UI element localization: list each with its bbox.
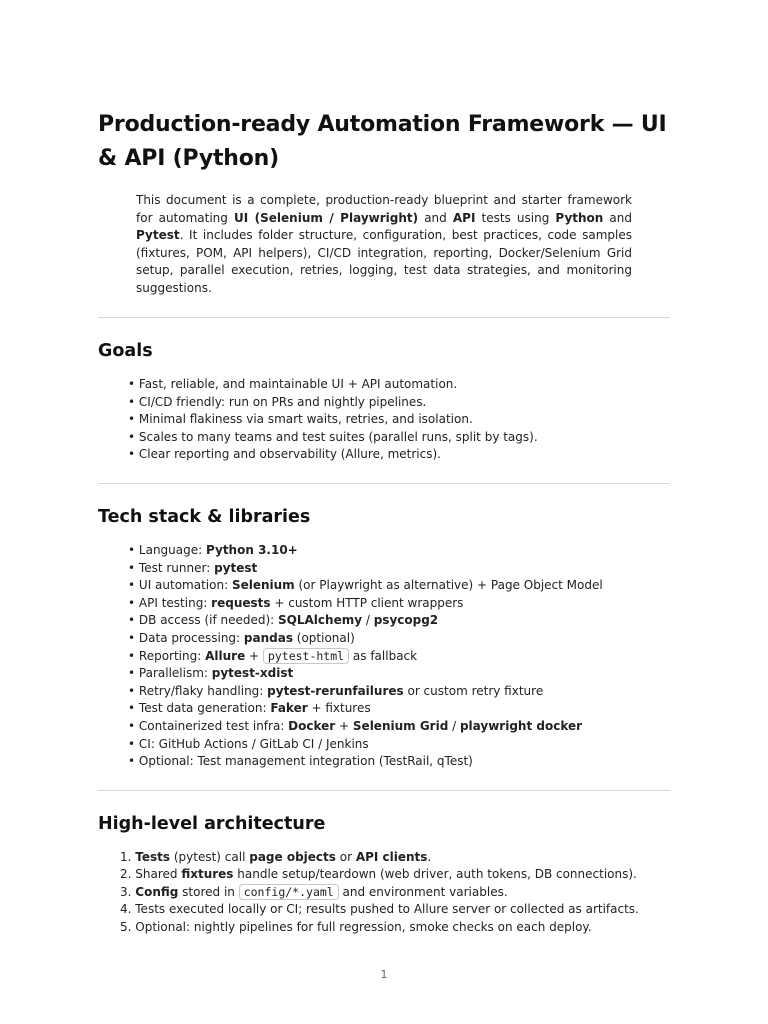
text-run: tests using [475, 210, 556, 225]
text-run: 5. Optional: nightly pipelines for full regression, smoke checks on each deploy. [120, 920, 592, 935]
list-item [98, 411, 670, 429]
list-item [98, 718, 670, 736]
text-run: Containerized test infra: [138, 718, 289, 733]
bold-text: Docker [288, 718, 336, 733]
bullet-icon: • [128, 683, 139, 698]
bold-text: Faker [270, 701, 308, 716]
bold-text: Config [135, 884, 179, 899]
text-run: API testing: [138, 595, 212, 610]
bold-text: Python [555, 210, 604, 225]
bold-text: Python 3.10+ [205, 542, 298, 557]
bold-text: page objects [249, 849, 336, 864]
bullet-icon: • [128, 595, 139, 610]
bullet-icon: • [128, 701, 139, 716]
bullet-icon: • [128, 447, 139, 462]
list-item [98, 595, 670, 613]
divider [98, 790, 670, 791]
text-run: / [362, 613, 374, 628]
text-run: Scales to many teams and test suites (parallel runs, split by tags). [138, 429, 538, 444]
bold-text: requests [211, 595, 271, 610]
list-item [98, 630, 670, 648]
inline-code: pytest-html [263, 648, 349, 664]
bold-text: pytest-xdist [211, 666, 294, 681]
text-run: Reporting: [138, 648, 206, 663]
bullet-icon: • [128, 613, 139, 628]
bold-text: pandas [243, 630, 293, 645]
list-item [98, 753, 670, 771]
list-item [98, 429, 670, 447]
text-run: (or Playwright as alternative) + Page Object Model [294, 578, 603, 593]
bold-text: SQLAlchemy [278, 613, 363, 628]
list-item [98, 648, 670, 666]
text-run: / [448, 718, 460, 733]
text-run: CI/CD friendly: run on PRs and nightly pipelines. [138, 394, 427, 409]
bold-text: Tests [135, 849, 171, 864]
divider [98, 483, 670, 484]
list-item [98, 542, 670, 560]
text-run: Retry/flaky handling: [138, 683, 268, 698]
text-run: stored in [178, 884, 239, 899]
bullet-icon: • [128, 736, 139, 751]
text-run: CI: GitHub Actions / GitLab CI / Jenkins [138, 736, 369, 751]
text-run: UI automation: [138, 578, 232, 593]
bullet-icon: • [128, 429, 139, 444]
list-item [98, 901, 670, 919]
text-run: (optional) [292, 630, 355, 645]
bold-text: fixtures [181, 867, 234, 882]
goals-heading: Goals [98, 341, 153, 361]
bold-text: Selenium Grid [352, 718, 449, 733]
bullet-icon: • [128, 666, 139, 681]
text-run: Test data generation: [138, 701, 271, 716]
text-run: . It includes folder structure, configuration, best practices, code samples (fixtures, POM, API helpers), CI/CD integration, reporting, Docker/Selenium Grid setup, parallel execution, retries, logging, test data strategies, and monitoring suggestions. [136, 228, 632, 295]
text-run: and environment variables. [338, 884, 508, 899]
bullet-icon: • [128, 630, 139, 645]
bullet-icon: • [128, 560, 139, 575]
text-run: Data processing: [138, 630, 244, 645]
text-run: (pytest) call [170, 849, 250, 864]
text-run: Fast, reliable, and maintainable UI + API automation. [138, 377, 458, 391]
text-run: and [418, 210, 453, 225]
bold-text: API [452, 210, 476, 225]
text-run: Test runner: [138, 560, 215, 575]
text-run: + custom HTTP client wrappers [270, 595, 464, 610]
list-item [98, 665, 670, 683]
text-run: or custom retry fixture [403, 683, 544, 698]
bold-text: pytest-rerunfailures [267, 683, 404, 698]
text-run: Minimal flakiness via smart waits, retries, and isolation. [138, 412, 473, 427]
bullet-icon: • [128, 578, 139, 593]
text-run: Language: [138, 542, 206, 557]
tech-stack-list [98, 542, 670, 771]
text-run: + fixtures [307, 701, 371, 716]
architecture-heading: High-level architecture [98, 813, 326, 834]
text-run: as fallback [349, 648, 418, 663]
document-page [98, 108, 670, 937]
text-run: 3. [120, 884, 136, 899]
list-item [98, 884, 670, 902]
goals-list [98, 376, 670, 464]
text-run: 4. Tests executed locally or CI; results pushed to Allure server or collected as artifacts. [120, 902, 639, 917]
list-item [98, 612, 670, 630]
list-item [98, 866, 670, 884]
list-item [98, 560, 670, 578]
inline-code: config/*.yaml [239, 884, 339, 900]
bold-text: API clients [355, 849, 428, 864]
text-run: 2. Shared [120, 867, 182, 882]
bold-text: psycopg2 [373, 613, 439, 628]
bullet-icon: • [128, 542, 139, 557]
text-run: or [335, 849, 356, 864]
text-run: Parallelism: [138, 666, 212, 681]
list-item [98, 446, 670, 464]
bullet-icon: • [128, 754, 139, 769]
text-run: Clear reporting and observability (Allure, metrics). [138, 447, 441, 462]
text-run: and [603, 210, 632, 225]
bold-text: Selenium [231, 578, 295, 593]
text-run: DB access (if needed): [138, 613, 279, 628]
text-run: . [427, 849, 432, 864]
intro-paragraph [136, 192, 632, 297]
list-item [98, 577, 670, 595]
list-item [98, 700, 670, 718]
tech-stack-heading: Tech stack & libraries [98, 506, 311, 527]
text-run: + [335, 718, 353, 733]
bullet-icon: • [128, 648, 139, 663]
bold-text: playwright docker [459, 718, 583, 733]
bold-text: pytest [214, 560, 258, 575]
list-item [98, 683, 670, 701]
divider [98, 317, 670, 318]
text-run: handle setup/teardown (web driver, auth tokens, DB connections). [233, 867, 637, 882]
text-run: Optional: Test management integration (TestRail, qTest) [138, 754, 473, 769]
list-item [98, 919, 670, 937]
text-run: 1. [120, 849, 136, 864]
text-run: + [245, 648, 263, 663]
text-run: This document is a complete, production-ready blueprint and starter framework for automating [136, 193, 632, 225]
list-item [98, 849, 670, 867]
list-item [98, 376, 670, 394]
list-item [98, 394, 670, 412]
bold-text: UI (Selenium / Playwright) [234, 210, 419, 225]
page-number: 1 [380, 968, 388, 981]
bold-text: Pytest [136, 228, 180, 242]
document-title: Production-ready Automation Framework — UI & API (Python) [98, 112, 667, 171]
bullet-icon: • [128, 718, 139, 733]
bullet-icon: • [128, 377, 139, 391]
bullet-icon: • [128, 412, 139, 427]
list-item [98, 736, 670, 754]
bold-text: Allure [205, 648, 246, 663]
bullet-icon: • [128, 394, 139, 409]
architecture-list [98, 849, 670, 937]
